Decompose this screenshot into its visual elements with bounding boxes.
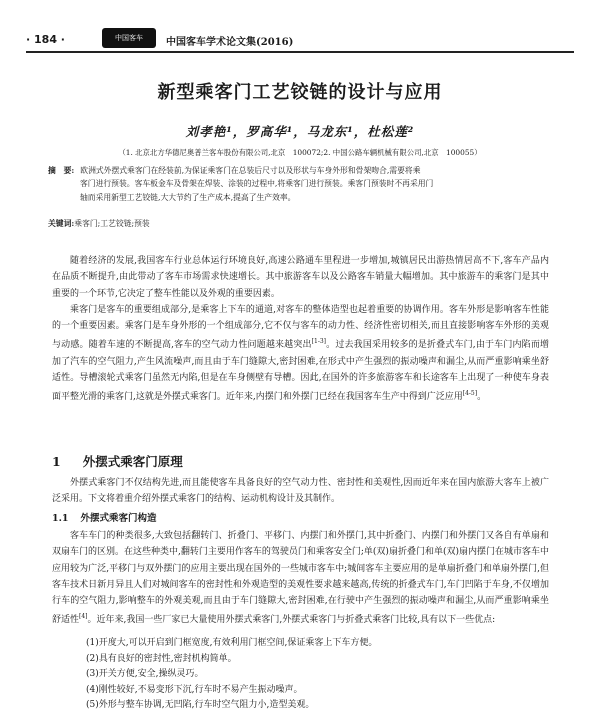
- keywords-text: 乘客门;工艺铰链;预装: [74, 219, 150, 228]
- author-list: 刘孝艳¹，罗高华¹，马龙东¹，杜松莲²: [185, 124, 415, 139]
- section-heading: [52, 452, 183, 470]
- abstract-label: 摘 要:: [48, 166, 75, 175]
- intro-section: [52, 253, 549, 406]
- section-title: 外摆式乘客门原理: [82, 454, 183, 469]
- subsection-title: 外摆式乘客门构造: [80, 513, 157, 524]
- advantages-list: [52, 636, 549, 714]
- citation: [1-3]: [311, 338, 326, 346]
- list-item: (3)开关方便,安全,操纵灵巧。: [86, 669, 204, 680]
- abstract-line-2: 客门进行预装。客车板金车及骨架在焊装、涂装的过程中,将乘客门进行预装。乘客门预装时不再采用门: [80, 179, 434, 189]
- abstract-line-1: 摘 要: 欧洲式外摆式乘客门在经装前,为保证乘客门在总装后尺寸以及形状与车身外形和骨架吻合,需要将乘: [48, 166, 421, 175]
- keywords: [48, 218, 548, 229]
- page-number: · 184 ·: [26, 33, 65, 46]
- intro-paragraph-2: 乘客门是客车的重要组成部分,是乘客上下车的通道,对客车的整体造型也起着重要的协调作用。客车外形是影响客车性能的一个重要因素。乘客门是车身外形的一个组成部分,它不仅与客车的动力性、经济性密切相关,而且直接影响客车外形的美观与动感。随着车速的不断提高,客车的空气动力性问题越来越突出[1-3]。过去我国采用较多的是折叠式车门,由于车门内陷而增加了汽车的空气阻力,产生风流噪声,而且由于车门缝隙大,密封困难,在形式中产生强烈的振动噪声和漏尘,从而严重影响乘坐舒适性。导槽滚轮式乘客门虽然无内陷,但是在车身侧壁有导槽。因此,在国外的许多旅游客车和长途客车上出现了一种使车身表面平整光滑的乘客门,这就是外摆式乘客门。近年来,内摆门和外摆门已经在我国客车生产中得到广泛应用[4-5]。: [52, 304, 549, 403]
- affiliation: （1. 北京北方华德尼奥普兰客车股份有限公司,北京 100072;2. 中国公路车辆机械有限公司,北京 100055）: [118, 148, 482, 157]
- running-header: [26, 24, 574, 54]
- header-rule: [26, 51, 574, 53]
- list-item: (1)开度大,可以开启到门框宽度,有效利用门框空间,保证乘客上下车方便。: [86, 638, 378, 648]
- list-item: (5)外形与整车协调,无凹陷,行车时空气阻力小,造型美观。: [86, 700, 315, 711]
- article-title: 新型乘客门工艺铰链的设计与应用: [157, 82, 443, 103]
- citation: [4]: [79, 613, 88, 621]
- keywords-label: 关键词:: [48, 219, 75, 228]
- section-number: 1: [52, 454, 61, 469]
- subsection-paragraph: 客车车门的种类很多,大致包括翻转门、折叠门、平移门、内摆门和外摆门,其中折叠门、内摆门和外摆门又各自有单扇和双扇车门的区别。在这些种类中,翻转门主要用作客车的驾驶员门和乘客安全门;单(双)扇折叠门和单(双)扇内摆门在城市客车中应用较为广泛,平移门与双外摆门的应用主要出现在国外的一些城市客车中;城间客车主要应用的是单扇折叠门和单扇外摆门,但客车技术日新月异且人们对城间客车的密封性和外观造型的美观性要求越来越高,传统的折叠式车门,车门凹陷于车身,不仅增加行车的空气阻力,影响整车的外观美观,而且由于车门缝隙大,密封困难,在行驶中产生强烈的振动噪声和漏尘,从而严重影响乘坐舒适性[4]。近年来,我国一些厂家已大量使用外摆式乘客门,外摆式乘客门与折叠式乘客门比较,具有以下一些优点:: [52, 531, 549, 626]
- abstract: [48, 164, 548, 204]
- journal-logo: 中国客车: [102, 28, 156, 48]
- subsection-number: 1.1: [52, 513, 69, 524]
- section-paragraph: 外摆式乘客门不仅结构先进,而且能使客车具备良好的空气动力性、密封性和美观性,因而近年来在国内旅游大客车上被广泛采用。下文将着重介绍外摆式乘客门的结构、运动机构设计及其制作。: [52, 478, 549, 505]
- intro-paragraph-1: 随着经济的发展,我国客车行业总体运行环境良好,高速公路通车里程进一步增加,城镇居民出游热情居高不下,客车产品内在品质不断提升,由此带动了客车市场需求快速增长。其中旅游客车以及公路客车销量大幅增加。其中旅游车的乘客门是其中重要的一个环节,它决定了整车性能以及外观的重要因素。: [52, 256, 549, 299]
- abstract-line-3: 轴而采用新型工艺铰链,大大节约了生产成本,提高了生产效率。: [80, 192, 296, 202]
- journal-title: 中国客车学术论文集(2016): [166, 37, 294, 48]
- list-item: (2)具有良好的密封性,密封机构简单。: [86, 653, 237, 664]
- list-item: (4)刚性较好,不易变形下沉,行车时不易产生振动噪声。: [86, 684, 303, 695]
- subsection-heading: [52, 510, 157, 524]
- citation: [4-5]: [462, 390, 478, 398]
